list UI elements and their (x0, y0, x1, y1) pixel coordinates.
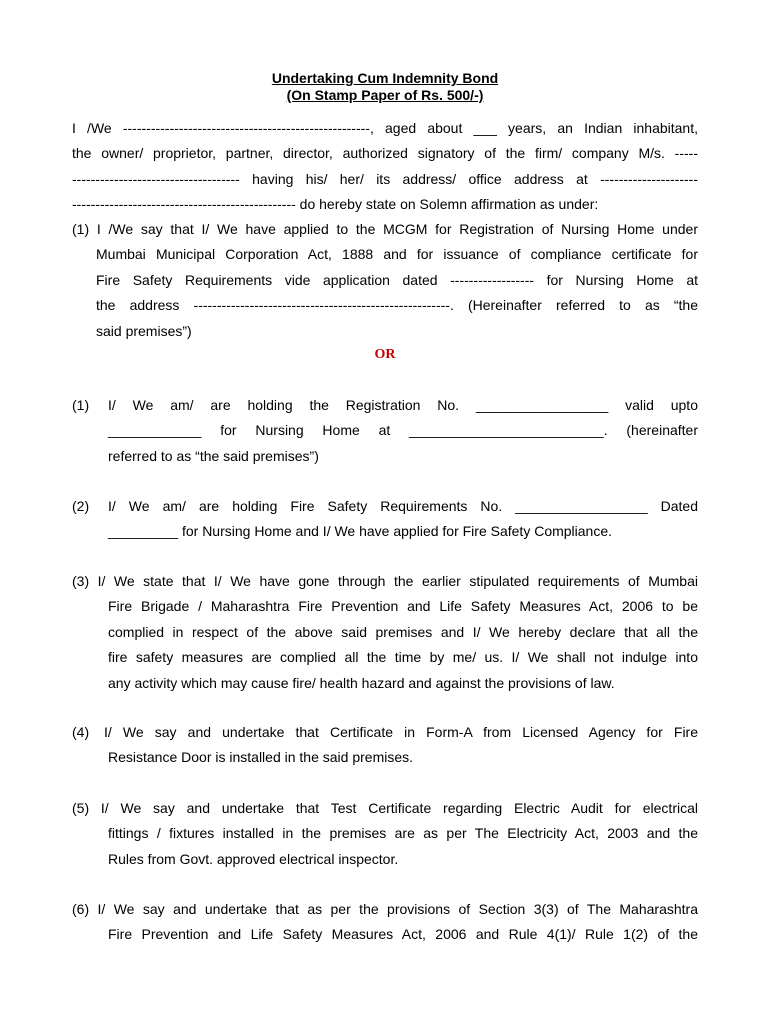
clause-line: fittings / fixtures installed in the premises are as per The Electricity Act, 2003 and the (108, 825, 698, 842)
clause-6-continued (108, 922, 698, 947)
clause-1a-continued (96, 242, 698, 344)
clause-line: Rules from Govt. approved electrical inspector. (108, 850, 399, 867)
clause-4 (104, 720, 698, 745)
clause-line: any activity which may cause fire/ health hazard and against the provisions of law. (108, 674, 615, 691)
clause-line: Fire Prevention and Life Safety Measures Act, 2006 and Rule 4(1)/ Rule 1(2) of the (108, 926, 698, 943)
document-title: Undertaking Cum Indemnity Bond (271, 70, 499, 86)
intro-line: the owner/ proprietor, partner, director, authorized signatory of the firm/ company M/s. ----- (72, 145, 698, 162)
clause-line: I/ We am/ are holding Fire Safety Requirements No. _________________ Dated (108, 498, 698, 514)
clause-line: fire safety measures are complied all the time by me/ us. I/ We shall not indulge into (108, 649, 698, 666)
clause-1b (108, 393, 698, 469)
clause-number: (2) (72, 498, 90, 514)
clause-line: Fire Safety Requirements vide application dated ------------------ for Nursing Home at (96, 271, 698, 288)
clause-line: the address -------------------------------------------------------. (Hereinafter referred to as “the (96, 297, 698, 314)
clause-line: (5) I/ We say and undertake that Test Certificate regarding Electric Audit for electrical (72, 800, 698, 816)
clause-line: Mumbai Municipal Corporation Act, 1888 and for issuance of compliance certificate for (96, 246, 698, 263)
clause-number: (1) (72, 397, 90, 413)
document-subtitle: (On Stamp Paper of Rs. 500/-) (286, 87, 484, 103)
clause-line: complied in respect of the above said premises and I/ We hereby declare that all the (108, 623, 698, 640)
clause-line: I/ We say and undertake that Certificate in Form-A from Licensed Agency for Fire (104, 724, 698, 740)
intro-line: ------------------------------------ having his/ her/ its address/ office address at --------------------- (72, 170, 698, 187)
clause-3-continued (108, 594, 698, 696)
clause-5 (72, 796, 698, 821)
clause-1a (72, 217, 698, 242)
clause-6 (72, 897, 698, 922)
intro-line: ------------------------------------------------ do hereby state on Solemn affirmation as under: (72, 196, 599, 213)
clause-2 (108, 494, 698, 545)
clause-line: (6) I/ We say and undertake that as per the provisions of Section 3(3) of The Maharashtra (72, 901, 698, 917)
clause-3 (72, 569, 698, 594)
clause-4-continued (108, 745, 698, 770)
clause-number: (4) (72, 724, 90, 740)
clause-line: Resistance Door is installed in the said premises. (108, 749, 414, 766)
clause-line: ____________ for Nursing Home at _________________________. (hereinafter (108, 422, 698, 439)
intro-paragraph (72, 116, 698, 218)
clause-line: (1) I /We say that I/ We have applied to the MCGM for Registration of Nursing Home under (72, 221, 698, 237)
clause-line: referred to as “the said premises”) (108, 447, 319, 464)
clause-line: said premises”) (96, 322, 192, 339)
or-separator: OR (374, 347, 396, 362)
intro-line: I /We -----------------------------------------------------, aged about ___ years, an Indian inhabitant, (72, 120, 698, 136)
clause-line: I/ We am/ are holding the Registration No. _________________ valid upto (108, 397, 698, 413)
clause-line: Fire Brigade / Maharashtra Fire Prevention and Life Safety Measures Act, 2006 to be (108, 598, 698, 615)
clause-line: _________ for Nursing Home and I/ We have applied for Fire Safety Compliance. (108, 523, 613, 540)
clause-line: (3) I/ We state that I/ We have gone through the earlier stipulated requirements of Mumbai (72, 573, 698, 589)
clause-5-continued (108, 821, 698, 872)
